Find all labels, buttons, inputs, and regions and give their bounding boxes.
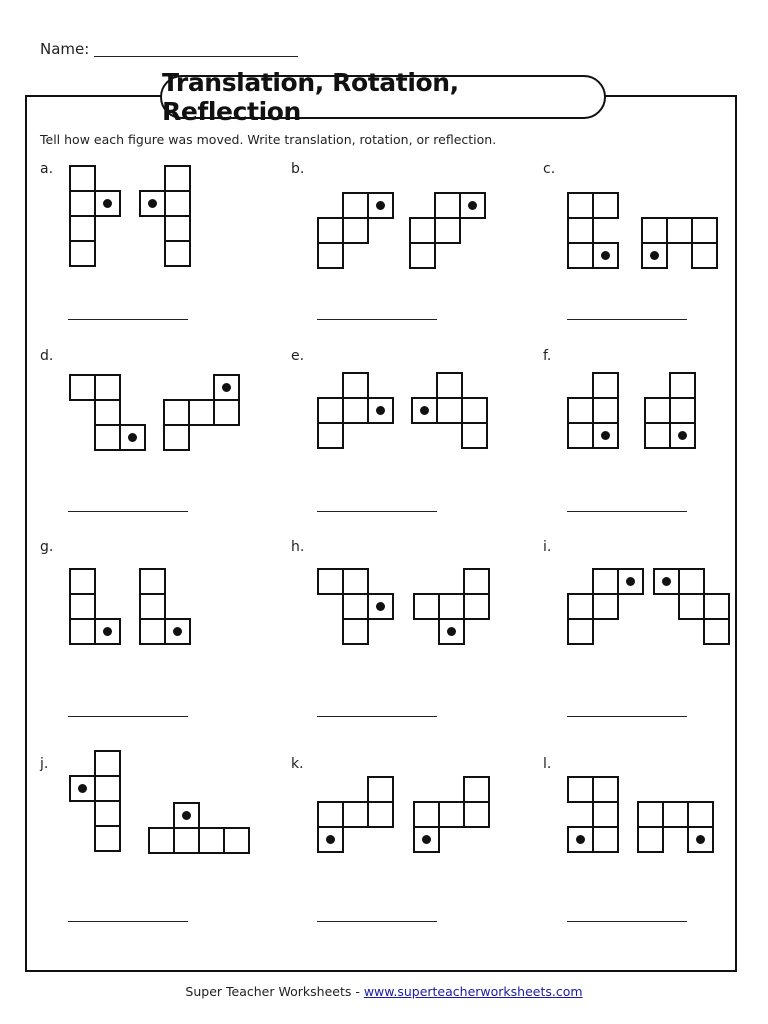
grid-square	[95, 826, 120, 851]
grid-square	[164, 425, 189, 450]
problem-label-c: c.	[543, 161, 556, 177]
grid-square	[568, 594, 593, 619]
grid-square	[670, 398, 695, 423]
grid-square	[414, 594, 439, 619]
grid-square	[70, 594, 95, 619]
orientation-dot	[601, 251, 610, 260]
grid-square	[368, 802, 393, 827]
grid-square	[165, 166, 190, 191]
grid-square	[439, 802, 464, 827]
figure-j-original	[70, 751, 120, 851]
grid-square	[437, 373, 462, 398]
problem-label-i: i.	[543, 539, 552, 555]
grid-square	[642, 218, 667, 243]
footer	[0, 984, 768, 999]
page-title: Translation, Rotation, Reflection	[162, 68, 459, 126]
grid-square	[638, 802, 663, 827]
grid-square	[593, 777, 618, 802]
grid-square	[343, 802, 368, 827]
grid-square	[343, 619, 368, 644]
grid-square	[343, 373, 368, 398]
grid-square	[435, 193, 460, 218]
grid-square	[95, 425, 120, 450]
grid-square	[692, 218, 717, 243]
orientation-dot	[173, 627, 182, 636]
footer-link[interactable]: www.superteacherworksheets.com	[363, 984, 583, 999]
grid-square	[638, 827, 663, 852]
orientation-dot	[376, 602, 385, 611]
grid-square	[343, 398, 368, 423]
figure-h-original	[318, 569, 393, 644]
grid-square	[70, 375, 95, 400]
problem-label-k: k.	[291, 756, 304, 772]
problem-label-b: b.	[291, 161, 305, 177]
grid-square	[464, 569, 489, 594]
grid-square	[164, 400, 189, 425]
grid-square	[189, 400, 214, 425]
orientation-dot	[222, 383, 231, 392]
orientation-dot	[182, 811, 191, 820]
figure-f-moved	[645, 373, 695, 448]
grid-square	[70, 619, 95, 644]
grid-square	[593, 802, 618, 827]
figure-a-moved	[140, 166, 190, 266]
grid-square	[679, 569, 704, 594]
problem-label-j: j.	[40, 756, 49, 772]
grid-square	[435, 218, 460, 243]
grid-square	[679, 594, 704, 619]
grid-square	[95, 801, 120, 826]
grid-square	[464, 777, 489, 802]
figure-h-moved	[414, 569, 489, 644]
grid-square	[593, 569, 618, 594]
orientation-dot	[447, 627, 456, 636]
grid-square	[663, 802, 688, 827]
grid-square	[692, 243, 717, 268]
figure-j-moved	[149, 803, 249, 853]
orientation-dot	[601, 431, 610, 440]
problem-label-h: h.	[291, 539, 305, 555]
figure-g-original	[70, 569, 120, 644]
grid-square	[704, 619, 729, 644]
orientation-dot	[103, 199, 112, 208]
grid-square	[199, 828, 224, 853]
grid-square	[174, 828, 199, 853]
orientation-dot	[696, 835, 705, 844]
grid-square	[140, 619, 165, 644]
grid-square	[437, 398, 462, 423]
grid-square	[593, 594, 618, 619]
grid-square	[165, 216, 190, 241]
grid-square	[410, 243, 435, 268]
grid-square	[318, 398, 343, 423]
grid-square	[462, 398, 487, 423]
grid-square	[645, 423, 670, 448]
grid-square	[670, 373, 695, 398]
grid-square	[70, 569, 95, 594]
grid-square	[593, 827, 618, 852]
grid-square	[593, 398, 618, 423]
problem-label-e: e.	[291, 348, 305, 364]
grid-square	[568, 423, 593, 448]
grid-square	[667, 218, 692, 243]
orientation-dot	[376, 406, 385, 415]
orientation-dot	[576, 835, 585, 844]
figure-i-original	[568, 569, 643, 644]
figure-k-original	[318, 777, 393, 852]
footer-text: Super Teacher Worksheets -	[185, 984, 364, 999]
figure-c-original	[568, 193, 618, 268]
orientation-dot	[148, 199, 157, 208]
grid-square	[704, 594, 729, 619]
problem-label-a: a.	[40, 161, 54, 177]
problem-label-l: l.	[543, 756, 552, 772]
grid-square	[568, 619, 593, 644]
orientation-dot	[78, 784, 87, 793]
grid-square	[568, 777, 593, 802]
figure-a-original	[70, 166, 120, 266]
grid-square	[140, 569, 165, 594]
figure-l-original	[568, 777, 618, 852]
orientation-dot	[420, 406, 429, 415]
grid-square	[70, 191, 95, 216]
grid-square	[568, 218, 593, 243]
grid-square	[568, 193, 593, 218]
grid-square	[343, 218, 368, 243]
grid-square	[70, 216, 95, 241]
grid-square	[645, 398, 670, 423]
orientation-dot	[468, 201, 477, 210]
grid-square	[318, 243, 343, 268]
problem-label-d: d.	[40, 348, 54, 364]
grid-square	[464, 594, 489, 619]
grid-square	[70, 241, 95, 266]
grid-square	[318, 423, 343, 448]
grid-square	[165, 191, 190, 216]
orientation-dot	[662, 577, 671, 586]
orientation-dot	[103, 627, 112, 636]
grid-square	[593, 373, 618, 398]
grid-square	[439, 594, 464, 619]
problem-label-g: g.	[40, 539, 54, 555]
figure-b-original	[318, 193, 393, 268]
grid-square	[688, 802, 713, 827]
grid-square	[224, 828, 249, 853]
grid-square	[318, 569, 343, 594]
grid-square	[568, 243, 593, 268]
figure-l-moved	[638, 802, 713, 852]
figure-g-moved	[140, 569, 190, 644]
grid-square	[318, 802, 343, 827]
problem-label-f: f.	[543, 348, 552, 364]
figure-k-moved	[414, 777, 489, 852]
grid-square	[214, 400, 239, 425]
grid-square	[462, 423, 487, 448]
figure-d-moved	[164, 375, 239, 450]
figure-i-moved	[654, 569, 729, 644]
grid-square	[95, 400, 120, 425]
instructions: Tell how each figure was moved. Write translation, rotation, or reflection.	[40, 132, 497, 147]
orientation-dot	[376, 201, 385, 210]
figure-e-original	[318, 373, 393, 448]
grid-square	[70, 166, 95, 191]
grid-square	[368, 777, 393, 802]
orientation-dot	[326, 835, 335, 844]
grid-square	[140, 594, 165, 619]
grid-square	[410, 218, 435, 243]
name-label: Name:	[40, 40, 90, 58]
grid-square	[568, 398, 593, 423]
figure-d-original	[70, 375, 145, 450]
orientation-dot	[422, 835, 431, 844]
grid-square	[343, 193, 368, 218]
orientation-dot	[678, 431, 687, 440]
grid-square	[149, 828, 174, 853]
orientation-dot	[650, 251, 659, 260]
figure-f-original	[568, 373, 618, 448]
grid-square	[95, 751, 120, 776]
grid-square	[95, 375, 120, 400]
grid-square	[414, 802, 439, 827]
grid-square	[165, 241, 190, 266]
orientation-dot	[626, 577, 635, 586]
grid-square	[464, 802, 489, 827]
orientation-dot	[128, 433, 137, 442]
grid-square	[343, 594, 368, 619]
grid-square	[95, 776, 120, 801]
figure-e-moved	[412, 373, 487, 448]
grid-square	[318, 218, 343, 243]
grid-square	[343, 569, 368, 594]
figure-b-moved	[410, 193, 485, 268]
figure-c-moved	[642, 218, 717, 268]
grid-square	[593, 193, 618, 218]
